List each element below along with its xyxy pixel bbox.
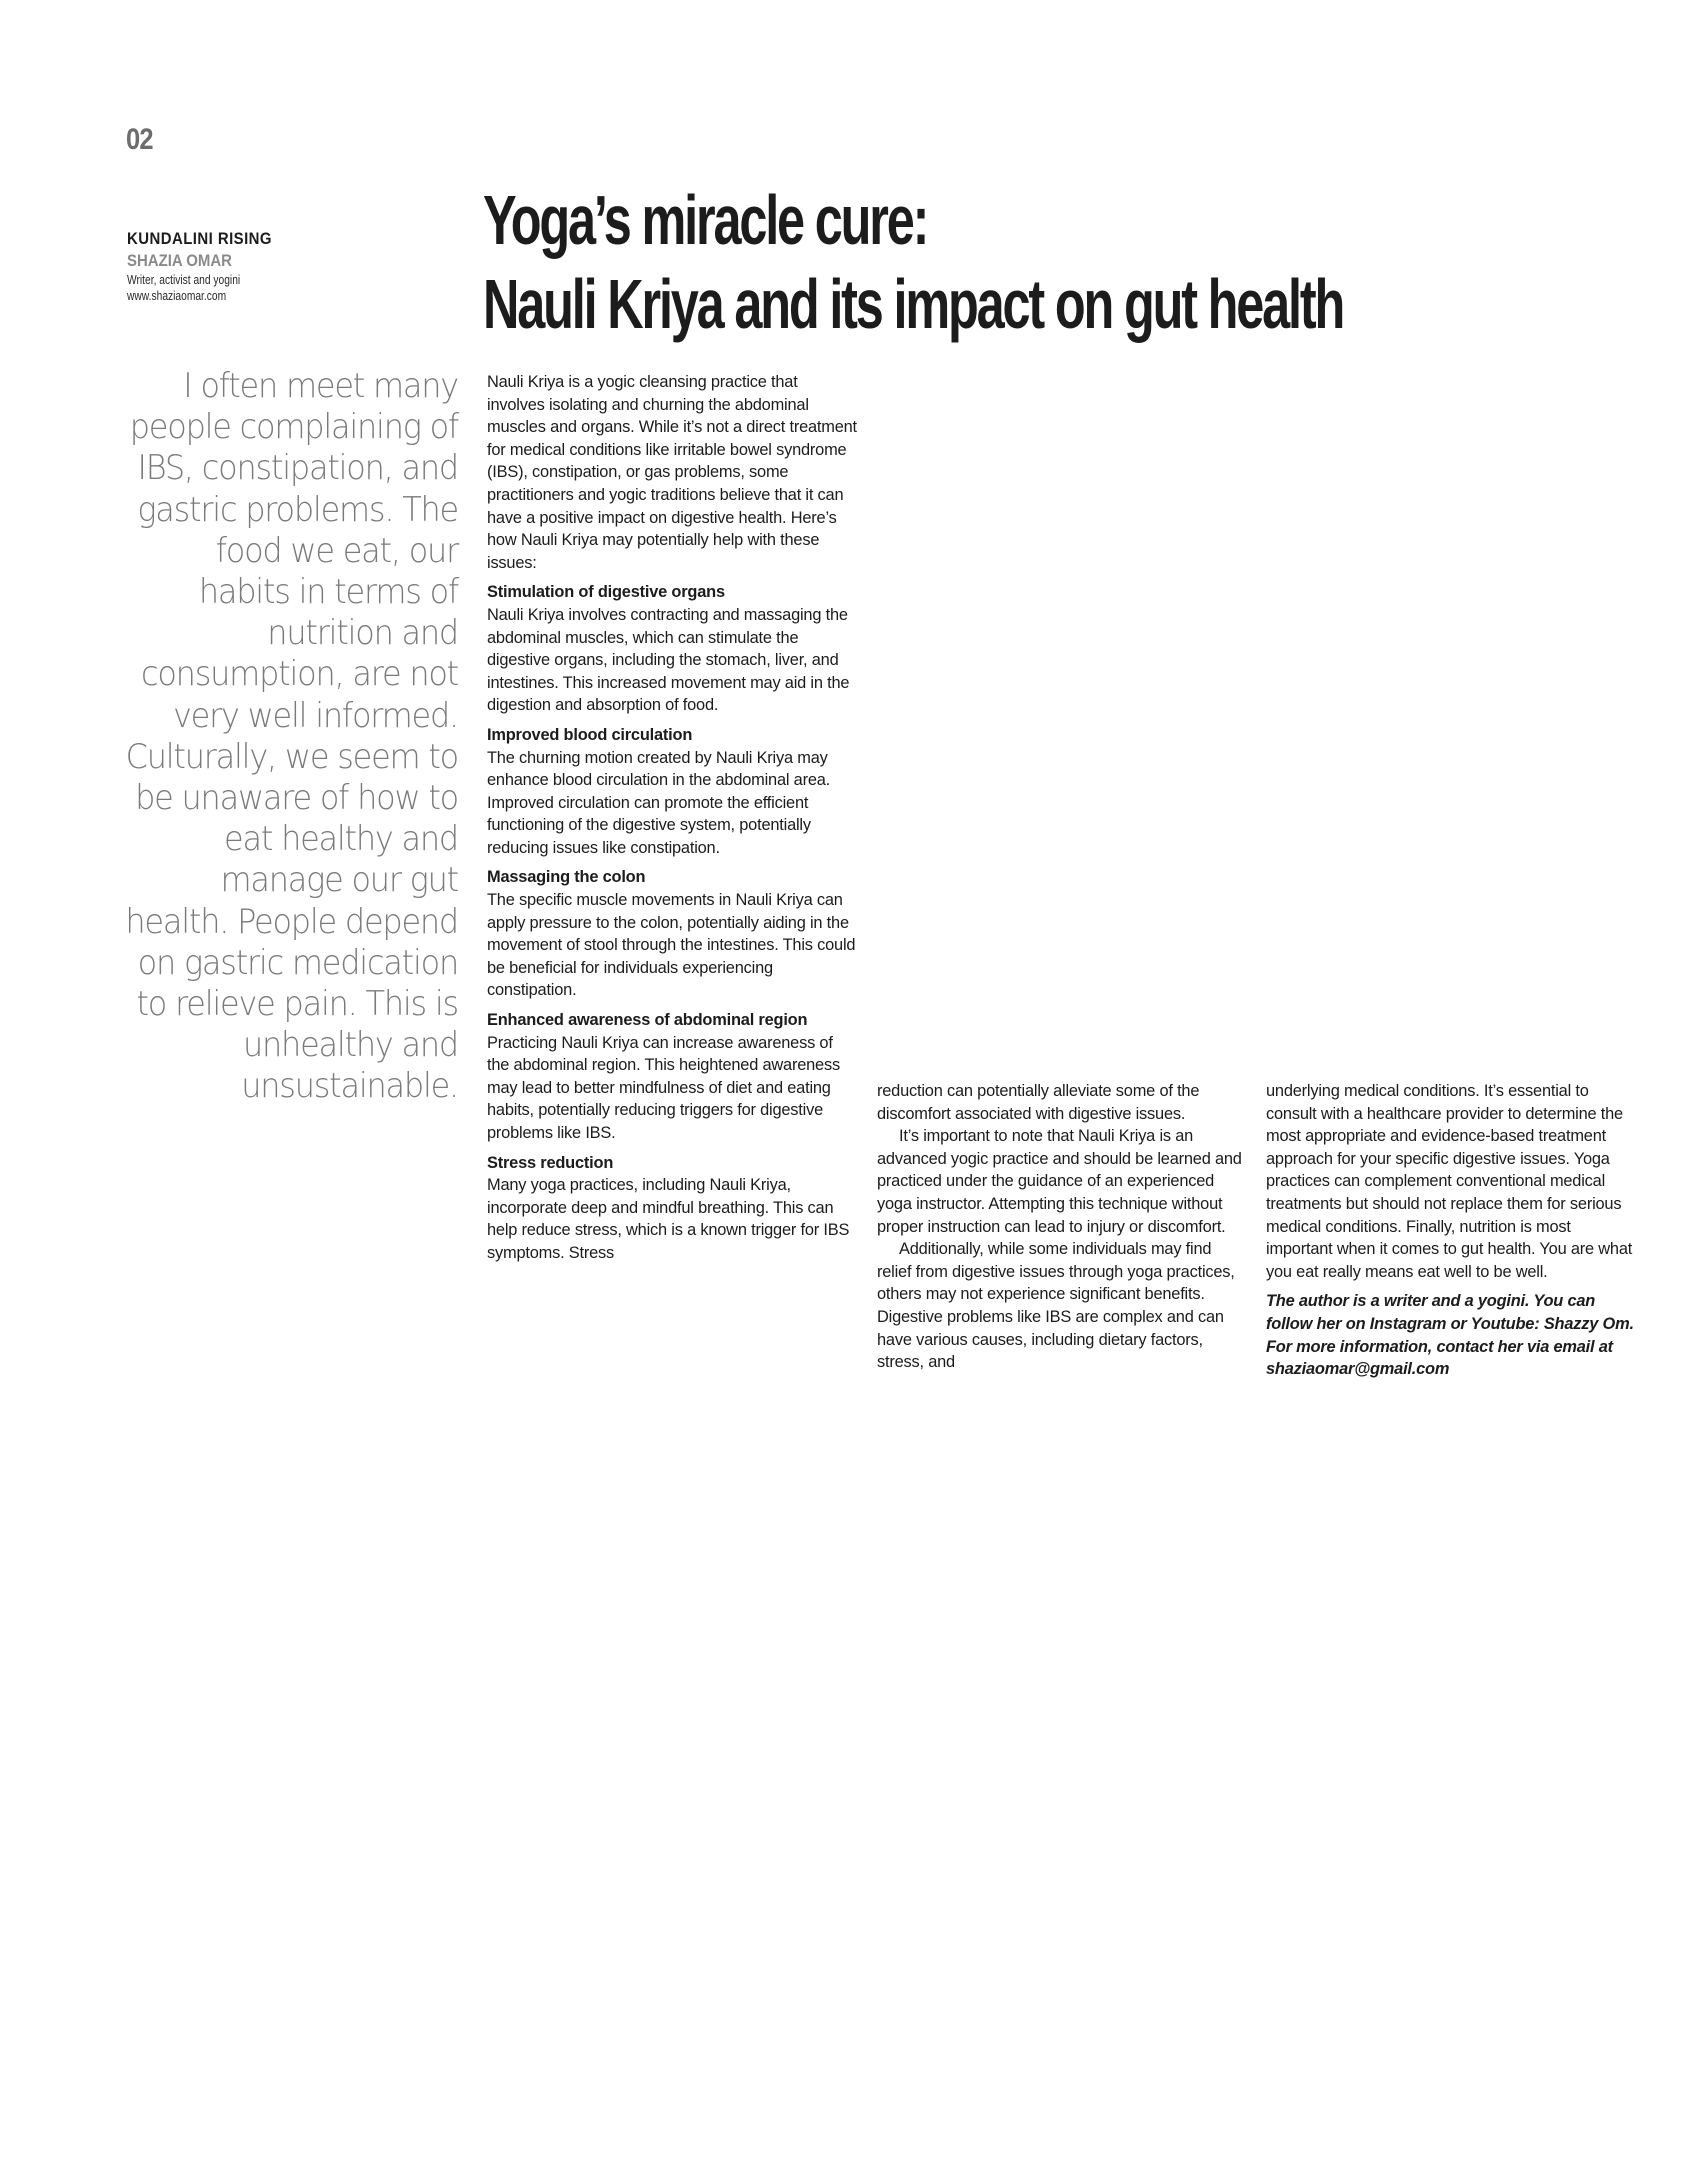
headline [483,178,1633,346]
section-heading: Stress reduction [487,1153,614,1172]
section-body: The churning motion created by Nauli Kriya may enhance blood circulation in the abdominal area. Improved circulation can promote the efficient functioning of the digestive system, potentially reducing issues like constipation. [487,748,831,857]
article-column-3 [1266,1080,1638,1381]
author-name: SHAZIA OMAR [127,251,232,270]
section-body: Nauli Kriya involves contracting and massaging the abdominal muscles, which can stimulate the digestive organs, including the stomach, liver, and intestines. This increased movement may aid in the digestion and absorption of food. [487,605,850,715]
article-paragraph: reduction can potentially alleviate some of the discomfort associated with digestive issues. [877,1082,1200,1123]
page-number: 02 [126,123,153,156]
section-body: Many yoga practices, including Nauli Kriya, incorporate deep and mindful breathing. This can help reduce stress, which is a known trigger for IBS symptoms. Stress [487,1176,850,1262]
author-note: The author is a writer and a yogini. You can follow her on Instagram or Youtube: Shazzy Om. For more information, contact her via email at shaziaomar@gmail.com [1266,1292,1634,1379]
byline [127,228,387,304]
section-heading: Stimulation of digestive organs [487,583,725,602]
article-column-2 [877,1080,1249,1374]
article-paragraph: underlying medical conditions. It’s essential to consult with a healthcare provider to determine the most appropriate and evidence-based treatment approach for your specific digestive issues. Yoga practices can complement conventional medical treatments but should not replace them for serious medical conditions. Finally, nutrition is most important when it comes to gut health. You are what you eat really means eat well to be well. [1266,1082,1633,1281]
author-website: www.shaziaomar.com [127,289,227,303]
author-role: Writer, activist and yogini [127,273,241,287]
article-paragraph: It’s important to note that Nauli Kriya is an advanced yogic practice and should be learned and practiced under the guidance of an experienced yoga instructor. Attempting this technique without proper instruction can lead to injury or discomfort. [877,1127,1242,1236]
headline-line-2: Nauli Kriya and its impact on gut health [483,265,1344,343]
section-heading: Massaging the colon [487,868,646,887]
section-heading: Improved blood circulation [487,725,693,744]
article-intro: Nauli Kriya is a yogic cleansing practice that involves isolating and churning the abdominal muscles and organs. While it’s not a direct treatment for medical conditions like irritable bowel syndrome (IBS), constipation, or gas problems, some practitioners and yogic traditions believe that it can have a positive impact on digestive health. Here’s how Nauli Kriya may potentially help with these issues: [487,373,857,572]
article-column-1 [487,371,859,1265]
headline-line-1: Yoga’s miracle cure: [483,181,928,259]
article-paragraph: Additionally, while some individuals may find relief from digestive issues through yoga practices, others may not experience significant benefits. Digestive problems like IBS are complex and can have various causes, including dietary factors, stress, and [877,1240,1235,1372]
section-body: The specific muscle movements in Nauli Kriya can apply pressure to the colon, potentially aiding in the movement of stool through the intestines. This could be beneficial for individuals experiencing constipation. [487,891,856,1000]
pull-quote: I often meet many people complaining of IBS, constipation, and gastric problems. The food we eat, our habits in terms of nutrition and consumption, are not very well informed. Culturally, we seem to be unaware of how to eat healthy and manage our gut health. People depend on gastric medication to relieve pain. This is unhealthy and unsustainable. [125,366,459,1107]
section-body: Practicing Nauli Kriya can increase awareness of the abdominal region. This heightened awareness may lead to better mindfulness of diet and eating habits, potentially reducing triggers for digestive problems like IBS. [487,1033,840,1142]
column-name: KUNDALINI RISING [127,229,273,248]
section-heading: Enhanced awareness of abdominal region [487,1011,808,1030]
